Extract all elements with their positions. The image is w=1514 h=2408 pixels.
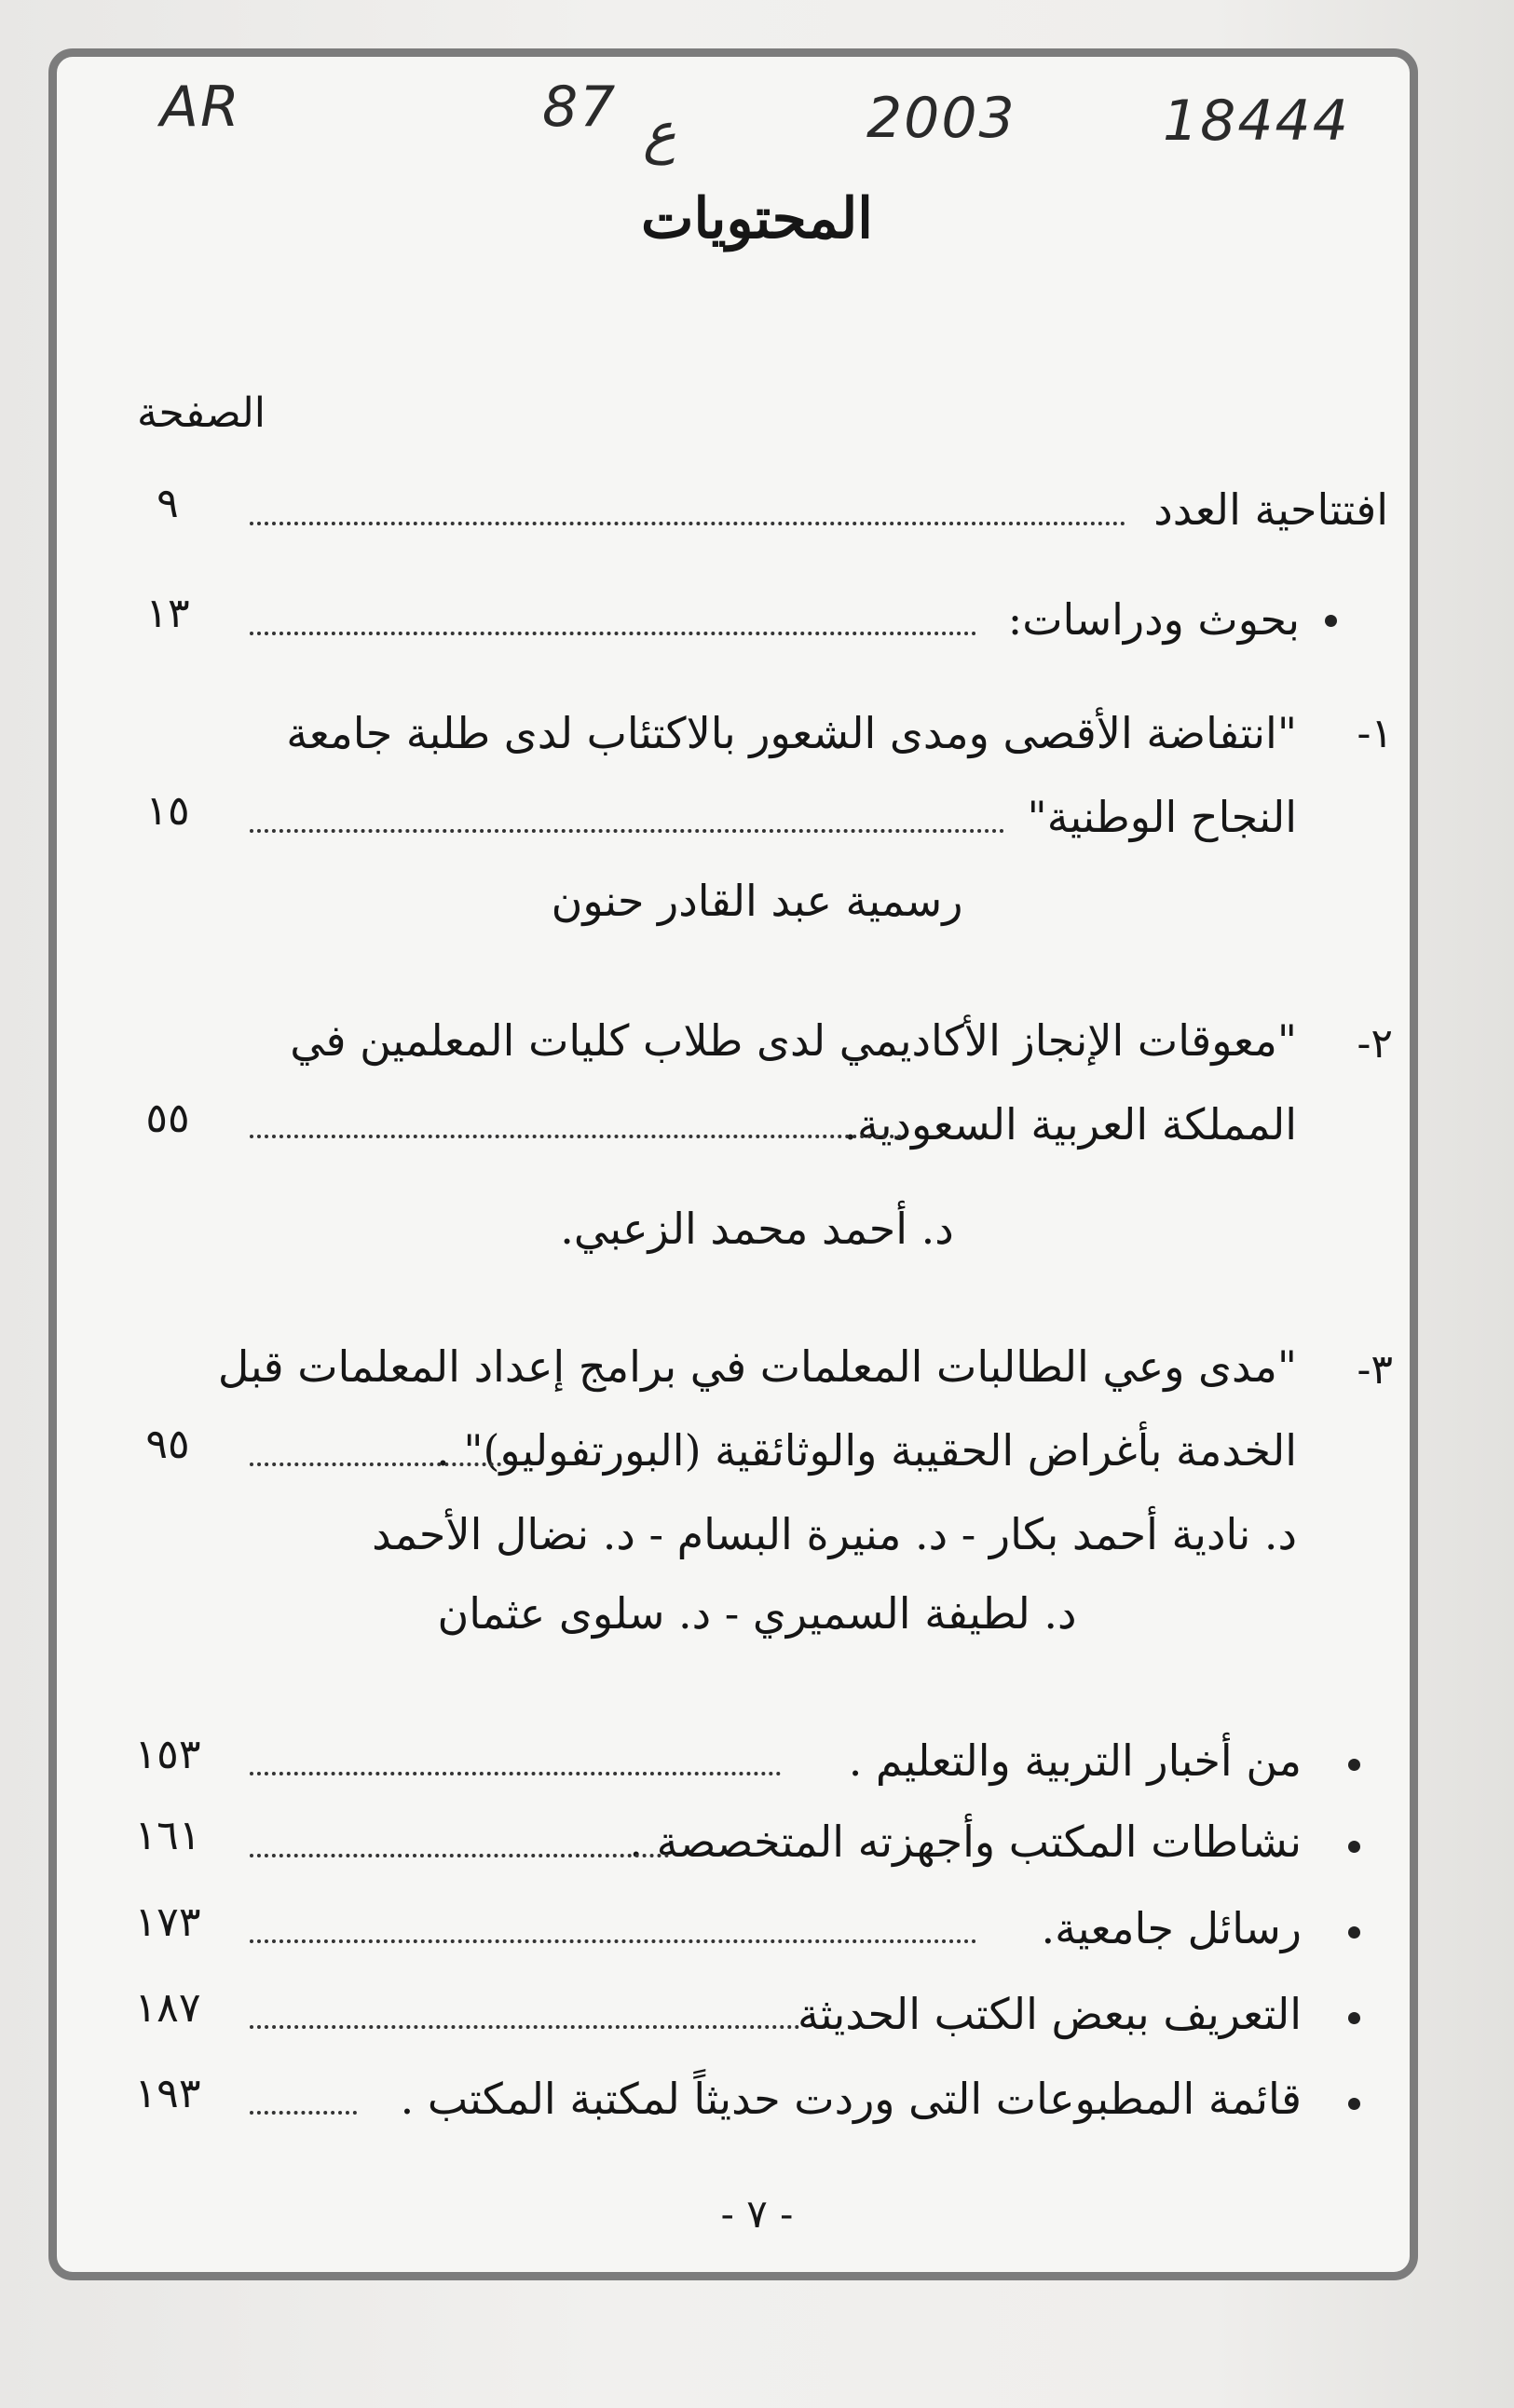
leader-dots — [250, 1939, 976, 1943]
toc-entry-label: بحوث ودراسات: — [1007, 594, 1300, 645]
bullet-icon — [1348, 2098, 1360, 2110]
article-number: ٢- — [1357, 1020, 1393, 1068]
toc-entry-label: من أخبار التربية والتعليم . — [848, 1735, 1302, 1786]
leader-dots — [250, 2025, 799, 2029]
toc-page-number: ١٥٣ — [134, 1731, 201, 1778]
toc-page-number: ٩٥ — [145, 1421, 190, 1468]
leader-dots — [250, 1462, 501, 1466]
bullet-icon — [1348, 1759, 1360, 1771]
toc-entry-label: التعريف ببعض الكتب الحديثة — [798, 1989, 1302, 2039]
toc-entry-label: رسائل جامعية. — [1041, 1903, 1302, 1953]
toc-entry-label: نشاطات المكتب وأجهزته المتخصصة . — [629, 1816, 1302, 1867]
article-authors: د. لطيفة السميري - د. سلوى عثمان — [437, 1588, 1077, 1639]
article-number: ١- — [1357, 710, 1393, 757]
bullet-icon — [1348, 1926, 1360, 1939]
handwritten-note: AR — [160, 75, 241, 140]
article-author: رسمية عبد القادر حنون — [551, 876, 963, 926]
leader-dots — [250, 1135, 902, 1138]
bleed-through-shade — [149, 307, 1379, 354]
toc-page-number: ١٦١ — [134, 1812, 201, 1859]
toc-page-number: ٩ — [157, 480, 179, 527]
toc-entry-label: قائمة المطبوعات التى وردت حديثاً لمكتبة المكتب . — [400, 2074, 1302, 2124]
article-title-line: "انتفاضة الأقصى ومدى الشعور بالاكتئاب لدى طلبة جامعة — [286, 708, 1297, 758]
article-title-line: المملكة العربية السعودية. — [843, 1099, 1297, 1150]
handwritten-note: 18444 — [1163, 88, 1350, 154]
article-title-line: "معوقات الإنجاز الأكاديمي لدى طلاب كليات المعلمين في — [290, 1015, 1297, 1066]
article-title-line: الخدمة بأغراض الحقيبة والوثائقية (البورتفوليو)" . — [436, 1425, 1297, 1476]
leader-dots — [250, 1772, 781, 1775]
toc-entry-label: افتتاحية العدد — [1153, 484, 1388, 535]
leader-dots — [250, 2111, 357, 2115]
toc-page-number: ١٨٧ — [134, 1984, 201, 2032]
toc-page-number: ١٥ — [145, 787, 190, 835]
article-authors: د. نادية أحمد بكار - د. منيرة البسام - د. نضال الأحمد — [372, 1509, 1297, 1559]
toc-page-number: ٥٥ — [145, 1095, 190, 1142]
page-number-footer: - ٧ - — [720, 2191, 794, 2237]
bullet-icon — [1348, 1841, 1360, 1853]
handwritten-note: 87 — [542, 75, 618, 140]
page-column-header: الصفحة — [136, 389, 266, 437]
leader-dots — [250, 829, 1004, 833]
leader-dots — [250, 1854, 669, 1857]
article-title-line: النجاح الوطنية" — [1027, 792, 1297, 842]
leader-dots — [250, 522, 1125, 525]
leader-dots — [250, 632, 976, 635]
toc-page-number: ١٣ — [145, 590, 190, 637]
handwritten-note: 2003 — [866, 86, 1016, 151]
bullet-icon — [1325, 615, 1337, 627]
article-title-line: "مدى وعي الطالبات المعلمات في برامج إعداد المعلمات قبل — [217, 1341, 1297, 1392]
bullet-icon — [1348, 2012, 1360, 2024]
page-title: المحتويات — [641, 186, 873, 252]
article-number: ٣- — [1357, 1346, 1393, 1394]
toc-page-number: ١٧٣ — [134, 1898, 201, 1946]
article-author: د. أحمد محمد الزعبي. — [560, 1204, 954, 1254]
handwritten-note: ع — [643, 101, 676, 166]
toc-page-number: ١٩٣ — [134, 2070, 201, 2117]
